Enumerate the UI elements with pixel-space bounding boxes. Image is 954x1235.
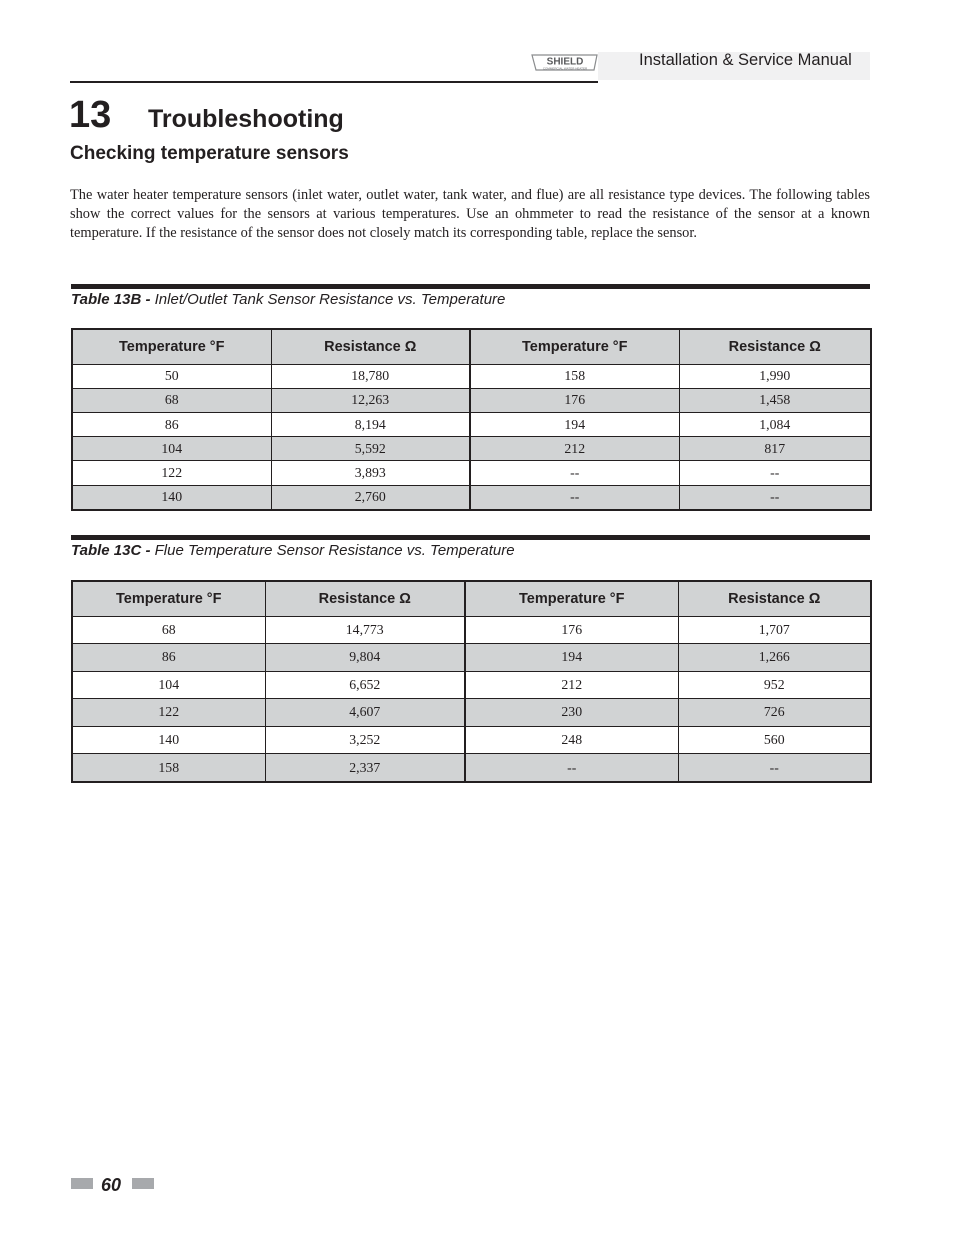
table-cell: 1,266 xyxy=(678,644,871,672)
table-row xyxy=(72,671,871,699)
table-cell: 1,707 xyxy=(678,616,871,644)
table-cell: 8,194 xyxy=(271,412,470,436)
table-cell: 248 xyxy=(465,726,678,754)
table-cell: 230 xyxy=(465,699,678,727)
table-row xyxy=(72,412,871,436)
header-temperature: Temperature °F xyxy=(72,329,271,364)
table-cell: 6,652 xyxy=(265,671,465,699)
table-cell: 158 xyxy=(470,364,679,388)
table-cell: 1,990 xyxy=(679,364,871,388)
table-13c-caption xyxy=(71,542,515,559)
section-title: Checking temperature sensors xyxy=(70,143,349,164)
table-cell: 176 xyxy=(470,388,679,412)
table-cell: 3,893 xyxy=(271,461,470,485)
table-cell: 140 xyxy=(72,485,271,510)
table-cell: -- xyxy=(679,461,871,485)
table-cell: 140 xyxy=(72,726,265,754)
table-cell: 104 xyxy=(72,437,271,461)
table-row xyxy=(72,485,871,510)
header-rule xyxy=(70,81,598,83)
table-13c xyxy=(71,580,872,783)
table-cell: 726 xyxy=(678,699,871,727)
table-cell: 2,337 xyxy=(265,754,465,782)
page-number: 60 xyxy=(101,1175,122,1195)
table-13c-rule xyxy=(71,535,870,540)
table-cell: 86 xyxy=(72,644,265,672)
table-cell: 4,607 xyxy=(265,699,465,727)
manual-title: Installation & Service Manual xyxy=(639,51,852,69)
table-cell: 9,804 xyxy=(265,644,465,672)
header-temperature: Temperature °F xyxy=(470,329,679,364)
table-13b-rule xyxy=(71,284,870,289)
table-cell: 194 xyxy=(470,412,679,436)
table-row xyxy=(72,616,871,644)
table-cell: 194 xyxy=(465,644,678,672)
table-cell: 50 xyxy=(72,364,271,388)
table-cell: 18,780 xyxy=(271,364,470,388)
table-cell: 104 xyxy=(72,671,265,699)
header-resistance: Resistance Ω xyxy=(271,329,470,364)
table-13b-caption xyxy=(71,291,505,308)
table-cell: 817 xyxy=(679,437,871,461)
header-resistance: Resistance Ω xyxy=(679,329,871,364)
table-cell: 1,458 xyxy=(679,388,871,412)
header-temperature: Temperature °F xyxy=(465,581,678,616)
table-cell: 5,592 xyxy=(271,437,470,461)
table-cell: 3,252 xyxy=(265,726,465,754)
table-cell: 158 xyxy=(72,754,265,782)
table-cell: -- xyxy=(470,461,679,485)
table-row xyxy=(72,461,871,485)
footer-bar-left xyxy=(71,1178,93,1189)
intro-paragraph: The water heater temperature sensors (inlet water, outlet water, tank water, and flue) are all resistance type devices. The following tables show the correct values for the sensors at various temperatures. Use an ohmmeter to read the resistance of the sensor at a known temperature. If the resistance of the sensor does not closely match its corresponding table, replace the sensor. xyxy=(70,187,870,241)
table-cell: -- xyxy=(679,485,871,510)
logo-subtext: COMMERCIAL WATER HEATER xyxy=(542,66,588,71)
logo-text: SHIELD xyxy=(546,56,584,68)
table-header-row xyxy=(72,329,871,364)
table-cell: 68 xyxy=(72,388,271,412)
table-cell: 14,773 xyxy=(265,616,465,644)
table-cell: 176 xyxy=(465,616,678,644)
header-temperature: Temperature °F xyxy=(72,581,265,616)
table-header-row xyxy=(72,581,871,616)
caption-id: Table 13B - xyxy=(71,291,155,308)
chapter-title: Troubleshooting xyxy=(148,105,344,133)
table-cell: -- xyxy=(470,485,679,510)
table-row xyxy=(72,644,871,672)
table-cell: 86 xyxy=(72,412,271,436)
table-13b xyxy=(71,328,872,511)
footer-bar-right xyxy=(132,1178,154,1189)
table-cell: 212 xyxy=(470,437,679,461)
table-row xyxy=(72,726,871,754)
table-cell: 952 xyxy=(678,671,871,699)
table-cell: 2,760 xyxy=(271,485,470,510)
table-cell: 68 xyxy=(72,616,265,644)
table-cell: 122 xyxy=(72,461,271,485)
header-resistance: Resistance Ω xyxy=(265,581,465,616)
table-cell: 560 xyxy=(678,726,871,754)
shield-logo xyxy=(531,53,599,73)
table-row xyxy=(72,388,871,412)
table-row xyxy=(72,754,871,782)
table-cell: 12,263 xyxy=(271,388,470,412)
table-cell: 1,084 xyxy=(679,412,871,436)
table-cell: -- xyxy=(678,754,871,782)
chapter-number: 13 xyxy=(69,94,112,136)
table-row xyxy=(72,437,871,461)
table-cell: 212 xyxy=(465,671,678,699)
header-resistance: Resistance Ω xyxy=(678,581,871,616)
table-cell: 122 xyxy=(72,699,265,727)
caption-text: Inlet/Outlet Tank Sensor Resistance vs. Temperature xyxy=(154,291,506,308)
table-cell: -- xyxy=(465,754,678,782)
caption-text: Flue Temperature Sensor Resistance vs. Temperature xyxy=(154,542,515,559)
table-row xyxy=(72,364,871,388)
table-row xyxy=(72,699,871,727)
caption-id: Table 13C - xyxy=(71,542,155,559)
